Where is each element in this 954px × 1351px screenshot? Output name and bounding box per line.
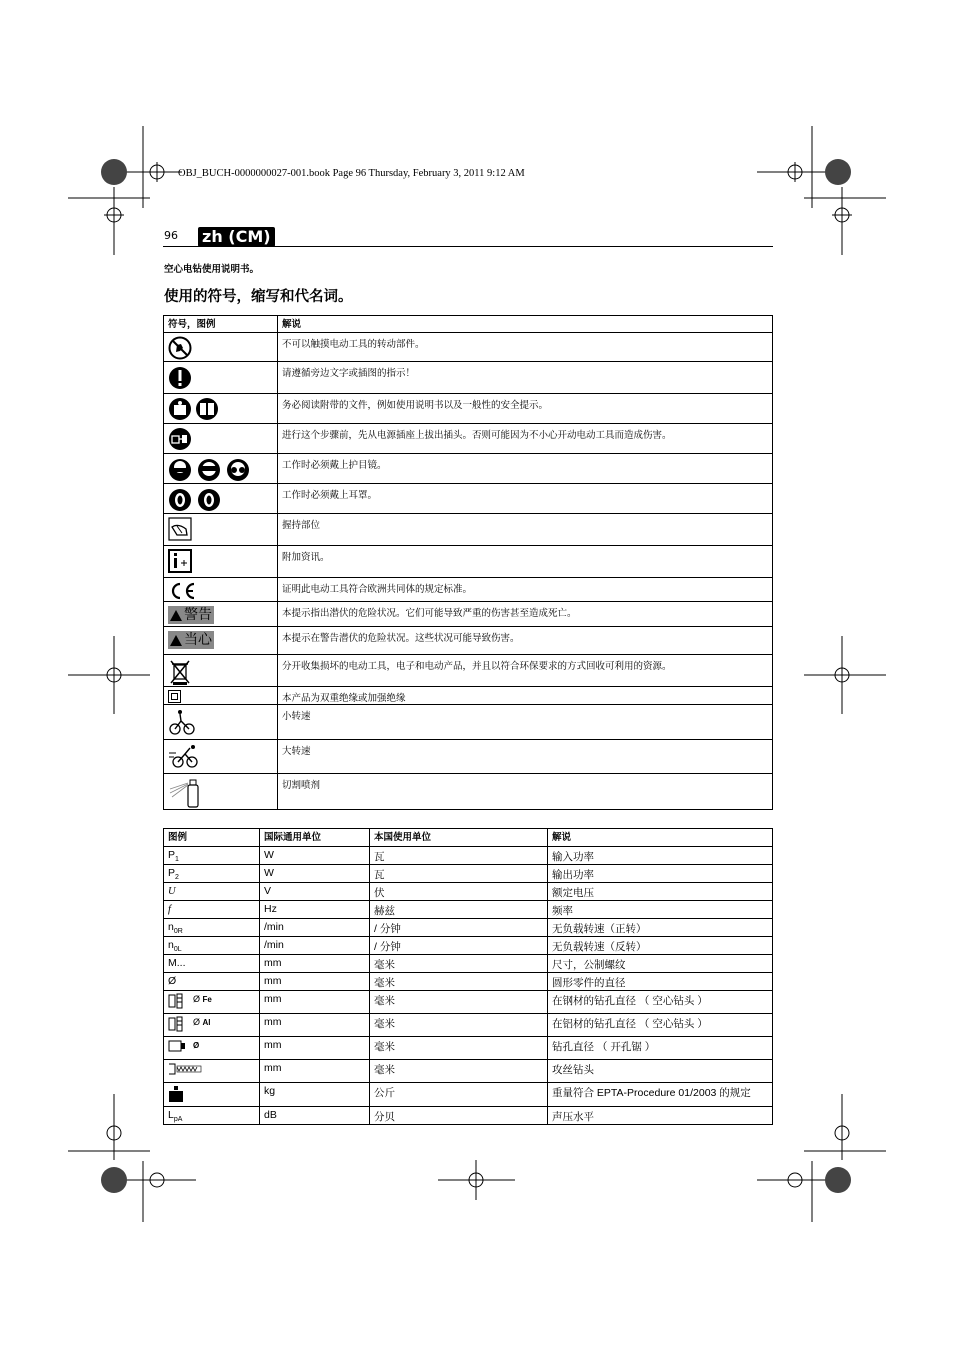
print-slug: OBJ_BUCH-0000000027-001.book Page 96 Thursday, February 3, 2011 9:12 AM [178,168,525,179]
table-row [164,514,773,546]
symbol-subscript: 2 [175,874,179,882]
legend-cell [164,973,260,991]
legend-cell [164,1083,260,1107]
core-bit-aluminium-icon [168,1016,190,1035]
table-row [164,991,773,1014]
table-header-row [164,316,773,333]
row-text: 本产品为双重绝缘或加强绝缘 [278,687,773,705]
ce-mark-icon [168,581,198,601]
material-suffix: Ø [193,1041,200,1050]
table-row [164,394,773,424]
explanation-cell: 攻丝钻头 [548,1060,773,1083]
symbol-text: Ø [168,975,177,987]
table-row [164,955,773,973]
header-rule [163,246,773,247]
warning-label: 警告 [168,606,214,624]
row-text: 本提示在警告潜伏的危险状况。这些状况可能导致伤害。 [278,627,773,655]
table-row [164,1037,773,1060]
si-unit-cell: dB [260,1107,370,1125]
weight-icon [168,1085,184,1106]
symbol-subscript: 0L [173,946,182,954]
local-unit-cell: / 分钟 [370,937,548,955]
row-text: 工作时必须戴上护目镜。 [278,454,773,484]
si-unit-cell: mm [260,1014,370,1037]
fast-bicycle-icon [168,743,200,769]
legend-cell [164,955,260,973]
table-row [164,1107,773,1125]
row-text: 进行这个步骤前，先从电源插座上拔出插头。否则可能因为不小心开动电动工具而造成伤害。 [278,424,773,454]
si-unit-cell: /min [260,919,370,937]
row-text: 不可以触摸电动工具的转动部件。 [278,333,773,362]
local-unit-cell: 毫米 [370,1060,548,1083]
table-row [164,687,773,705]
row-text: 分开收集损坏的电动工具，电子和电动产品，并且以符合环保要求的方式回收可利用的资源。 [278,655,773,687]
exclamation-icon [168,365,192,391]
explanation-cell: 尺寸，公制螺纹 [548,955,773,973]
table-row [164,362,773,394]
si-unit-cell: mm [260,973,370,991]
legend-cell [164,919,260,937]
material-suffix: Fe [202,995,212,1004]
symbol-subscript: 1 [175,856,179,864]
warning-triangle-icon [170,610,182,621]
ear-protection-icon [168,487,224,513]
local-unit-cell: 毫米 [370,955,548,973]
document-subtitle: 空心电钻使用说明书。 [164,264,260,275]
local-unit-cell: 分贝 [370,1107,548,1125]
grip-area-icon [168,517,192,541]
explanation-cell: 输入功率 [548,847,773,865]
table-row [164,602,773,627]
row-text: 请遵循旁边文字或插图的指示！ [278,362,773,394]
diameter-symbol: Ø [193,994,203,1004]
table-header-row [164,829,773,847]
explanation-cell: 无负载转速（正转） [548,919,773,937]
page-number: 96 [164,229,178,242]
table-row [164,424,773,454]
local-unit-cell: / 分钟 [370,919,548,937]
table-row [164,865,773,883]
header-local-unit: 本国使用单位 [370,829,548,847]
symbol-subscript: 0R [173,928,183,936]
slow-bicycle-icon [168,708,196,736]
explanation-cell: 钻孔直径 （ 开孔锯 ） [548,1037,773,1060]
symbol-text: M... [168,957,186,969]
core-bit-steel-icon [168,993,190,1012]
symbol-text: f [168,904,171,915]
local-unit-cell: 瓦 [370,865,548,883]
symbol-text: P [168,849,176,861]
header-legend: 图例 [164,829,260,847]
local-unit-cell: 毫米 [370,973,548,991]
header-explanation: 解说 [548,829,773,847]
row-text: 切割喷剂 [278,774,773,810]
symbol-subscript: pA [173,1116,183,1124]
table-row [164,1060,773,1083]
legend-cell [164,847,260,865]
read-manual-icon [168,397,220,421]
header-explanation: 解说 [278,316,773,333]
caution-label: 当心 [168,631,214,649]
header-si-unit: 国际通用单位 [260,829,370,847]
table-row [164,1083,773,1107]
legend-cell [164,1107,260,1125]
si-unit-cell: W [260,847,370,865]
table-row [164,578,773,602]
spray-can-icon [168,777,202,809]
explanation-cell: 无负载转速（反转） [548,937,773,955]
si-unit-cell: mm [260,955,370,973]
table-row [164,973,773,991]
row-text: 工作时必须戴上耳罩。 [278,484,773,514]
table-row [164,774,773,810]
local-unit-cell: 毫米 [370,1037,548,1060]
si-unit-cell: mm [260,1037,370,1060]
explanation-cell: 声压水平 [548,1107,773,1125]
local-unit-cell: 毫米 [370,1014,548,1037]
row-text: 小转速 [278,705,773,740]
table-row [164,883,773,901]
si-unit-cell: mm [260,991,370,1014]
explanation-cell: 圆形零件的直径 [548,973,773,991]
local-unit-cell: 赫兹 [370,901,548,919]
legend-cell [164,1060,260,1083]
table-row [164,333,773,362]
explanation-cell: 频率 [548,901,773,919]
material-suffix: Al [202,1018,211,1027]
explanation-cell: 重量符合 EPTA-Procedure 01/2003 的规定 [548,1083,773,1107]
table-row [164,740,773,774]
units-table [163,828,773,1125]
legend-cell [164,901,260,919]
local-unit-cell: 瓦 [370,847,548,865]
row-text: 本提示指出潜伏的危险状况。它们可能导致严重的伤害甚至造成死亡。 [278,602,773,627]
table-row [164,627,773,655]
diameter-symbol: Ø [193,1017,203,1027]
table-row [164,484,773,514]
explanation-cell: 额定电压 [548,883,773,901]
row-text: 证明此电动工具符合欧洲共同体的规定标准。 [278,578,773,602]
local-unit-cell: 伏 [370,883,548,901]
row-text: 附加资讯。 [278,546,773,578]
row-text: 大转速 [278,740,773,774]
symbols-table [163,315,773,810]
section-heading: 使用的符号，缩写和代名词。 [164,289,353,305]
local-unit-cell: 公斤 [370,1083,548,1107]
table-row [164,655,773,687]
double-insulation-icon [168,690,181,703]
si-unit-cell: mm [260,1060,370,1083]
row-text: 务必阅读附带的文件，例如使用说明书以及一般性的安全提示。 [278,394,773,424]
legend-cell [164,1037,260,1060]
explanation-cell: 在铝材的钻孔直径 （ 空心钻头 ） [548,1014,773,1037]
legend-cell [164,865,260,883]
info-icon [168,549,192,573]
no-touch-rotating-icon [168,336,192,360]
row-text: 握持部位 [278,514,773,546]
table-row [164,901,773,919]
local-unit-cell: 毫米 [370,991,548,1014]
language-badge: zh (CM) [198,227,275,247]
si-unit-cell: /min [260,937,370,955]
table-row [164,937,773,955]
eye-protection-icon [168,457,252,483]
symbol-text: n [168,939,174,951]
hole-saw-icon [168,1039,190,1056]
weee-bin-icon [168,658,192,686]
warning-triangle-icon [170,635,182,646]
si-unit-cell: W [260,865,370,883]
symbol-text: n [168,921,174,933]
table-row [164,1014,773,1037]
table-row [164,705,773,740]
table-row [164,919,773,937]
si-unit-cell: V [260,883,370,901]
si-unit-cell: Hz [260,901,370,919]
unplug-icon [168,427,192,451]
symbol-text: L [168,1109,174,1121]
legend-cell [164,991,260,1014]
table-row [164,546,773,578]
legend-cell [164,1014,260,1037]
legend-cell [164,937,260,955]
symbol-text: U [168,886,176,897]
table-row [164,847,773,865]
si-unit-cell: kg [260,1083,370,1107]
table-row [164,454,773,484]
explanation-cell: 在钢材的钻孔直径 （ 空心钻头 ） [548,991,773,1014]
header-symbol: 符号，图例 [164,316,278,333]
symbol-text: P [168,867,176,879]
explanation-cell: 输出功率 [548,865,773,883]
tap-drill-icon [168,1062,204,1079]
legend-cell [164,883,260,901]
